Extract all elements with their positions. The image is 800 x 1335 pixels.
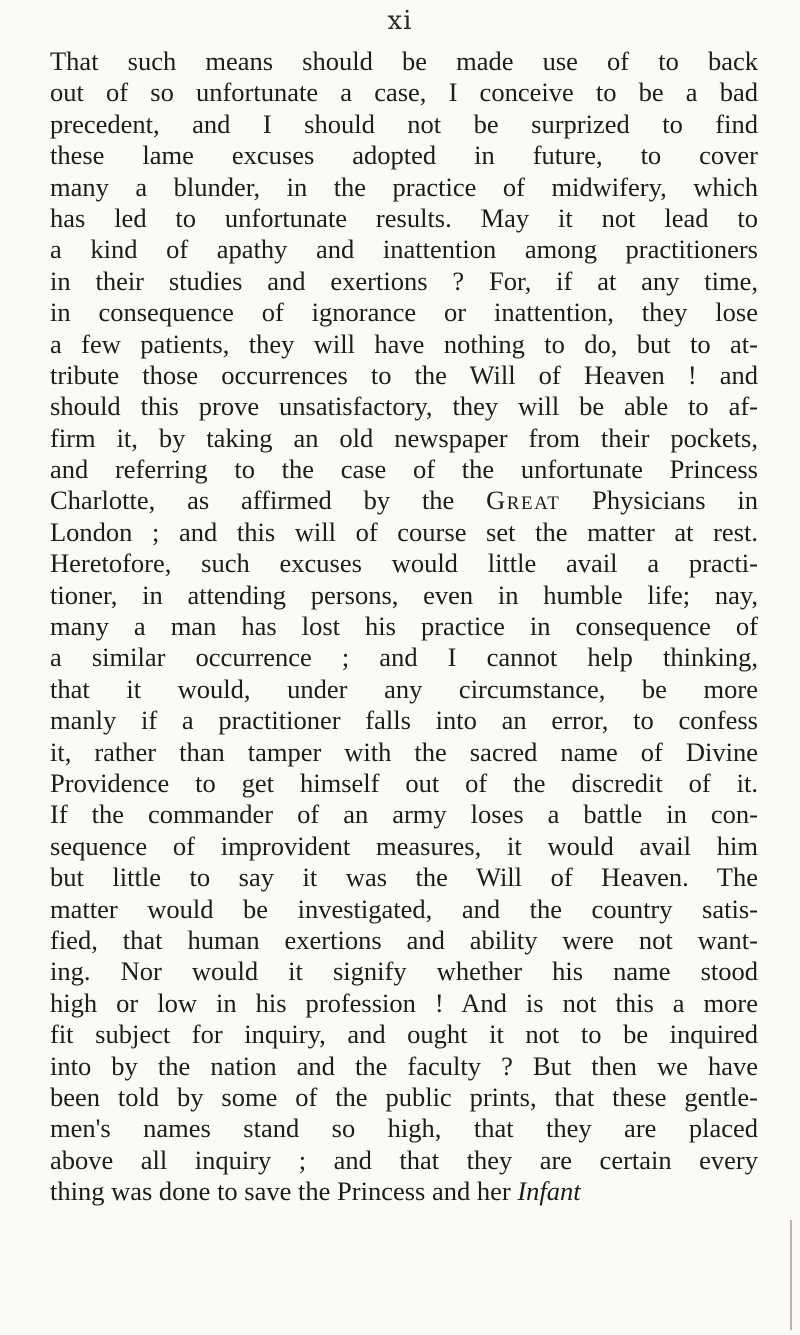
text-segment: Charlotte, as affirmed by the <box>50 485 487 516</box>
text-line: Heretofore, such excuses would little avail a practi- <box>50 548 758 579</box>
body-text <box>50 46 758 1207</box>
text-line: tribute those occurrences to the Will of Heaven ! and <box>50 359 758 390</box>
text-line: these lame excuses adopted in future, to cover <box>50 140 758 171</box>
text-line: many a man has lost his practice in consequence of <box>50 611 758 642</box>
text-line: and referring to the case of the unfortunate Princess <box>50 454 758 485</box>
text-line: has led to unfortunate results. May it not lead to <box>50 202 758 233</box>
text-line: matter would be investigated, and the country satis- <box>50 893 758 924</box>
text-segment: Physicians in <box>560 485 758 516</box>
text-line: should this prove unsatisfactory, they will be able to af- <box>50 391 758 422</box>
text-line: fit subject for inquiry, and ought it not to be inquired <box>50 1019 758 1050</box>
text-line: sequence of improvident measures, it would avail him <box>50 830 758 861</box>
text-line: into by the nation and the faculty ? But then we have <box>50 1050 758 1081</box>
text-line: in their studies and exertions ? For, if at any time, <box>50 265 758 296</box>
text-line: a kind of apathy and inattention among practitioners <box>50 234 758 265</box>
text-line: high or low in his profession ! And is not this a more <box>50 987 758 1018</box>
text-line: many a blunder, in the practice of midwifery, which <box>50 171 758 202</box>
text-line: that it would, under any circumstance, be more <box>50 673 758 704</box>
text-line: That such means should be made use of to back <box>50 46 758 76</box>
text-line: London ; and this will of course set the matter at rest. <box>50 516 758 547</box>
text-line: firm it, by taking an old newspaper from their pockets, <box>50 422 758 453</box>
text-line: a few patients, they will have nothing to do, but to at- <box>50 328 758 359</box>
text-line: precedent, and I should not be surprized to find <box>50 108 758 139</box>
text-line: it, rather than tamper with the sacred name of Divine <box>50 736 758 767</box>
text-line: Providence to get himself out of the discredit of it. <box>50 767 758 798</box>
text-line: been told by some of the public prints, that these gentle- <box>50 1081 758 1112</box>
text-line: fied, that human exertions and ability were not want- <box>50 924 758 955</box>
text-line: but little to say it was the Will of Heaven. The <box>50 862 758 893</box>
small-caps-word: Great <box>486 485 561 516</box>
text-line: If the commander of an army loses a battle in con- <box>50 799 758 830</box>
text-line: out of so unfortunate a case, I conceive to be a bad <box>50 77 758 108</box>
text-line <box>50 485 758 516</box>
text-line <box>50 1176 758 1207</box>
text-line: ing. Nor would it signify whether his name stood <box>50 956 758 987</box>
text-line: men's names stand so high, that they are placed <box>50 1113 758 1144</box>
text-line: above all inquiry ; and that they are certain every <box>50 1144 758 1175</box>
text-line: in consequence of ignorance or inattention, they lose <box>50 297 758 328</box>
text-line: tioner, in attending persons, even in humble life; nay, <box>50 579 758 610</box>
italic-word: Infant <box>517 1176 581 1207</box>
page-number: xi <box>387 6 413 36</box>
text-segment: thing was done to save the Princess and her <box>50 1176 518 1207</box>
text-line: a similar occurrence ; and I cannot help thinking, <box>50 642 758 673</box>
page-edge-shadow <box>790 1220 792 1330</box>
text-line: manly if a practitioner falls into an error, to confess <box>50 705 758 736</box>
